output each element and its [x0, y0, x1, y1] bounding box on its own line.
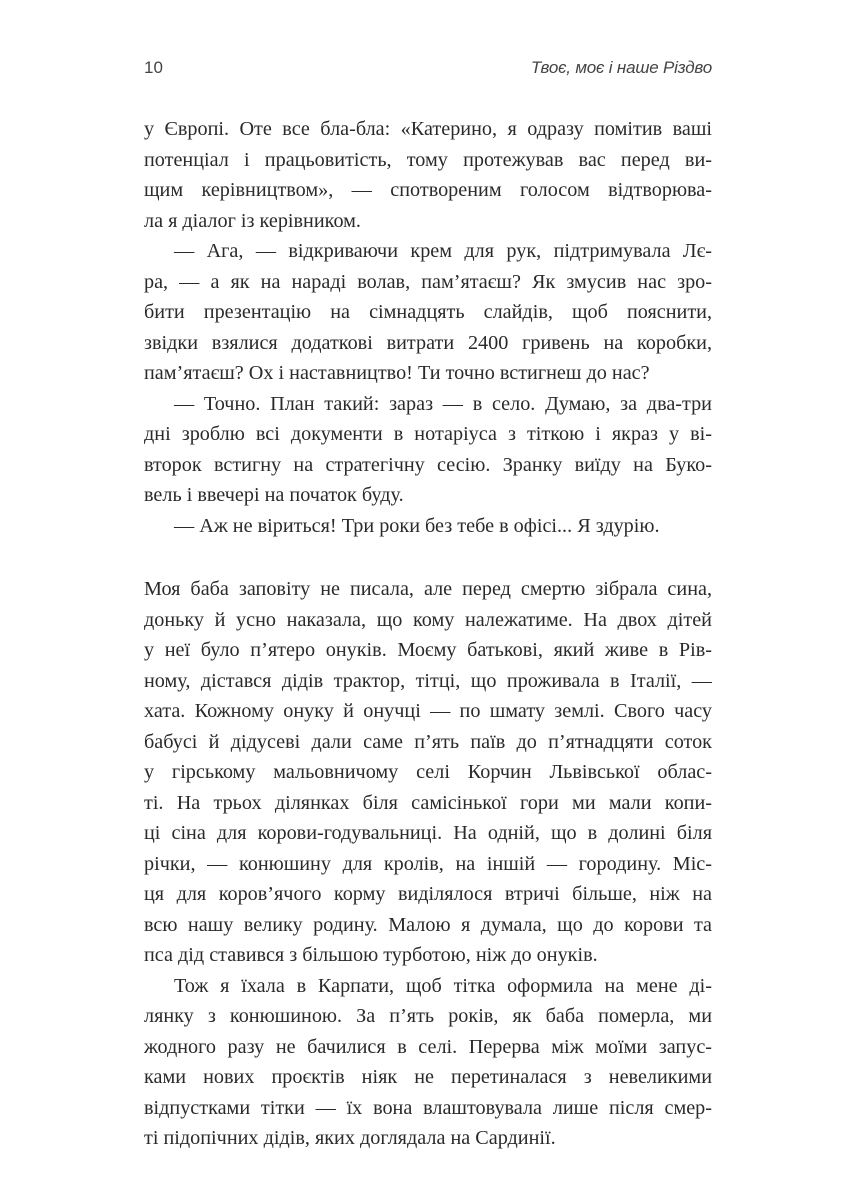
- text-line: у неї було п’ятеро онуків. Моєму батькові, який живе в Рів-: [144, 639, 712, 661]
- text-line: ла я діалог із керівником.: [144, 209, 361, 232]
- text-line: звідки взялися додаткові витрати 2400 гривень на коробки,: [144, 331, 712, 354]
- text-line: хата. Кожному онуку й онучці — по шмату землі. Свого часу: [144, 700, 712, 722]
- text-line: ці сіна для корови-годувальниці. На одній, що в долині біля: [144, 822, 712, 844]
- text-line: вель і ввечері на початок буду.: [144, 484, 404, 506]
- text-line: ця для коров’ячого корму виділялося втричі більше, ніж на: [144, 883, 712, 905]
- text-line: бабусі й дідусеві дали саме п’ять паїв до п’ятнадцяти соток: [144, 730, 712, 753]
- text-line: потенціал і працьовитість, тому протежував вас перед ви-: [144, 148, 712, 171]
- text-line: — Ага, — відкриваючи крем для рук, підтримувала Лє-: [174, 240, 712, 262]
- page-number: 10: [144, 58, 163, 77]
- running-title: Твоє, моє і наше Різдво: [530, 58, 712, 77]
- text-line: пам’ятаєш? Ох і наставництво! Ти точно встигнеш до нас?: [144, 362, 650, 384]
- text-line: ті підопічних дідів, яких доглядала на Сардинії.: [144, 1127, 556, 1149]
- text-line: жодного разу не бачилися в селі. Перерва між моїми запус-: [144, 1035, 712, 1058]
- text-line: щим керівництвом», — спотвореним голосом відтворюва-: [144, 179, 712, 201]
- text-line: — Аж не віриться! Три роки без тебе в офісі... Я здурію.: [174, 514, 660, 537]
- text-line: у гірському мальовничому селі Корчин Львівської облас-: [144, 761, 712, 783]
- text-line: ному, дістався дідів трактор, тітці, що проживала в Італії, —: [144, 669, 712, 692]
- text-line: второк встигну на стратегічну сесію. Зранку виїду на Буко-: [144, 453, 712, 476]
- text-line: у Європі. Оте все бла-бла: «Катерино, я одразу помітив ваші: [144, 118, 712, 140]
- text-line: всю нашу велику родину. Малою я думала, що до корови та: [144, 913, 712, 936]
- text-line: ками нових проєктів ніяк не перетиналася з невеликими: [144, 1066, 712, 1088]
- text-line: річки, — конюшину для кролів, на іншій — городину. Міс-: [144, 852, 712, 875]
- body-text: [144, 114, 712, 1154]
- text-block: [144, 574, 712, 1154]
- text-block: [144, 114, 712, 541]
- section-break: [144, 541, 712, 574]
- text-line: доньку й усно наказала, що кому належатиме. На двох дітей: [144, 608, 712, 631]
- text-line: — Точно. План такий: зараз — в село. Думаю, за два-три: [174, 392, 712, 415]
- text-line: Моя баба заповіту не писала, але перед смертю зібрала сина,: [144, 578, 712, 600]
- text-line: пса дід ставився з більшою турботою, ніж до онуків.: [144, 944, 598, 966]
- text-line: бити презентацію на сімнадцять слайдів, щоб пояснити,: [144, 301, 712, 323]
- text-line: відпустками тітки — їх вона влаштовувала лише після смер-: [144, 1096, 712, 1119]
- text-line: Тож я їхала в Карпати, щоб тітка оформила на мене ді-: [174, 974, 712, 997]
- text-line: ра, — а як на нараді волав, пам’ятаєш? Як змусив нас зро-: [144, 270, 712, 293]
- text-line: лянку з конюшиною. За п’ять років, як баба померла, ми: [144, 1005, 712, 1027]
- running-header: [144, 58, 712, 88]
- text-line: ті. На трьох ділянках біля самісінької гори ми мали копи-: [144, 791, 712, 814]
- text-line: дні зроблю всі документи в нотаріуса з тіткою і якраз у ві-: [144, 423, 712, 445]
